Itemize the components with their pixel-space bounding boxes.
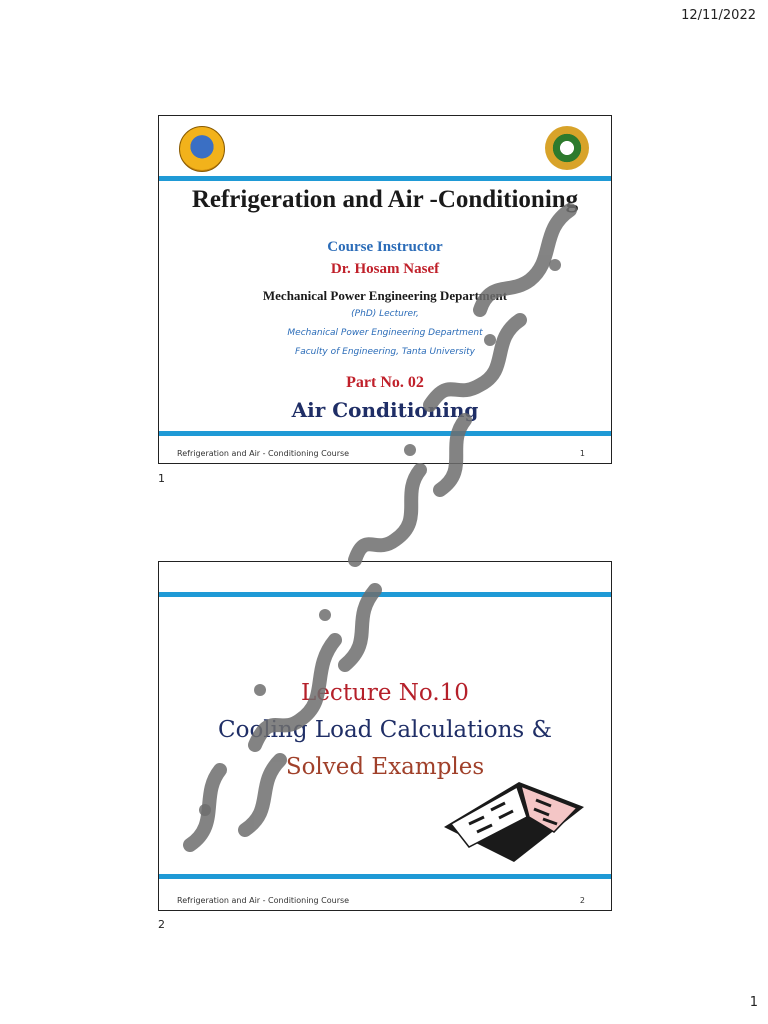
footer-text: Refrigeration and Air - Conditioning Course <box>177 896 350 905</box>
open-book-icon <box>439 762 589 872</box>
course-title: Refrigeration and Air -Conditioning <box>191 186 579 213</box>
bottom-band <box>159 874 611 879</box>
subject: Air Conditioning <box>291 398 479 422</box>
footer-slide-number: 1 <box>579 449 585 458</box>
topic-line-2: Solved Examples <box>285 754 485 780</box>
footer-slide-number: 2 <box>579 896 585 905</box>
slide-footer <box>177 449 585 458</box>
part-number: Part No. 02 <box>346 374 424 391</box>
footer-text: Refrigeration and Air - Conditioning Course <box>177 449 350 458</box>
slide-footer <box>177 896 585 905</box>
bottom-band <box>159 431 611 436</box>
slide-1 <box>158 115 612 464</box>
lecture-number: Lecture No.10 <box>301 680 469 706</box>
university-logo-left <box>179 126 225 172</box>
role-line-2: Mechanical Power Engineering Department <box>287 328 483 338</box>
slide-2 <box>158 561 612 911</box>
department: Mechanical Power Engineering Department <box>262 288 508 303</box>
role-line-3: Faculty of Engineering, Tanta University <box>295 347 475 357</box>
page-date: 12/11/2022 <box>681 8 756 23</box>
instructor-name: Dr. Hosam Nasef <box>330 261 440 277</box>
top-band <box>159 176 611 181</box>
faculty-logo-right <box>545 126 589 170</box>
slide-1-label: 1 <box>158 472 165 485</box>
topic-line-1: Cooling Load Calculations & <box>218 717 552 743</box>
slide-2-label: 2 <box>158 918 165 931</box>
page-number: 1 <box>749 995 758 1010</box>
course-instructor-label: Course Instructor <box>327 239 443 255</box>
role-line-1: (PhD) Lecturer, <box>351 309 419 319</box>
top-band <box>159 592 611 597</box>
